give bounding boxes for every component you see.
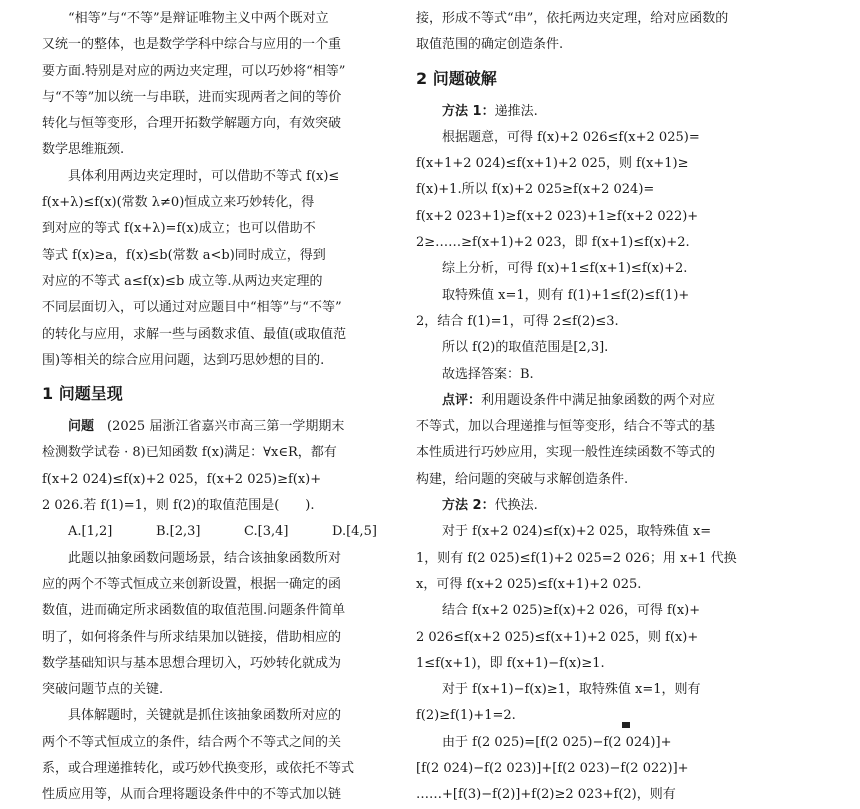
text-line: 数学思维瓶颈. (42, 142, 125, 158)
method-label: 方法 2： (442, 498, 495, 514)
text-line: 由于 f(2 025)=[f(2 025)−f(2 024)]+ (442, 734, 672, 750)
method-heading (416, 99, 818, 125)
text-line: 不同层面切入，可以通过对应题目中“相等”与“不等” (42, 300, 342, 316)
text-line: 转化与恒等变形，合理开拓数学解题方向，有效突破 (42, 116, 342, 132)
text-line: 对于 f(x+2 024)≤f(x)+2 025，取特殊值 x= (442, 524, 712, 540)
page-mark (622, 722, 630, 728)
text-line: 突破问题节点的关键. (42, 682, 164, 698)
text-line: 具体利用两边夹定理时，可以借助不等式 f(x)≤ (68, 168, 340, 184)
problem-statement (42, 414, 412, 440)
text-line: f(x+1+2 024)≤f(x+1)+2 025，则 f(x+1)≥ (416, 156, 689, 172)
text-line: f(2)≥f(1)+1=2. (416, 708, 516, 724)
text-line: 检测数学试卷 · 8)已知函数 f(x)满足：∀x∈R，都有 (42, 445, 337, 461)
answer-options (42, 519, 412, 545)
text-line: 结合 f(x+2 025)≥f(x)+2 026，可得 f(x)+ (442, 603, 701, 619)
text-line: 取特殊值 x=1，则有 f(1)+1≤f(2)≤f(1)+ (442, 287, 690, 303)
comment (416, 388, 818, 414)
text-line: 等式 f(x)≥a，f(x)≤b(常数 a<b)同时成立，得到 (42, 247, 326, 263)
text-line: 数值，进而确定所求函数值的取值范围.问题条件简单 (42, 603, 346, 619)
text-line: 1≤f(x+1)，即 f(x+1)−f(x)≥1. (416, 655, 605, 671)
section-heading: 1 问题呈现 (42, 384, 123, 404)
text-line: 又统一的整体，也是数学学科中综合与应用的一个重 (42, 37, 342, 53)
text-line: 所以 f(2)的取值范围是[2,3]. (442, 340, 609, 356)
text-line: 构建，给问题的突破与求解创造条件. (416, 471, 629, 487)
text-line: 1，则有 f(2 025)≤f(1)+2 025=2 026；用 x+1 代换 (416, 550, 737, 566)
text-line: 故选择答案：B. (442, 366, 534, 382)
text-line: f(x+2 023+1)≥f(x+2 023)+1≥f(x+2 022)+ (416, 208, 699, 224)
text-line: 性质应用等，从而合理将题设条件中的不等式加以链 (42, 787, 342, 803)
text-run: 利用题设条件中满足抽象函数的两个对应 (481, 392, 716, 408)
text-run: (2025 届浙江省嘉兴市高三第一学期期末 (107, 419, 345, 435)
text-line: 本性质进行巧妙应用，实现一般性连续函数不等式的 (416, 445, 716, 461)
left-column (42, 6, 412, 809)
text-line: 围)等相关的综合应用问题，达到巧思妙想的目的. (42, 352, 325, 368)
option: C.[3,4] (244, 524, 289, 540)
text-line: 根据题意，可得 f(x)+2 026≤f(x+2 025)= (442, 129, 700, 145)
text-line: x，可得 f(x+2 025)≤f(x+1)+2 025. (416, 576, 642, 592)
text-line: 取值范围的确定创造条件. (416, 37, 564, 53)
section-heading: 2 问题破解 (416, 68, 497, 88)
option: B.[2,3] (156, 524, 201, 540)
text-line: 到对应的等式 f(x+λ)=f(x)成立；也可以借助不 (42, 221, 316, 237)
text-line: 要方面.特别是对应的两边夹定理，可以巧妙将“相等” (42, 63, 346, 79)
text-line: 接，形成不等式“串”，依托两边夹定理，给对应函数的 (416, 11, 729, 26)
text-line: 两个不等式恒成立的条件，结合两个不等式之间的关 (42, 734, 342, 750)
text-line: 的转化与应用，求解一些与函数求值、最值(或取值范 (42, 326, 347, 342)
text-line: “相等”与“不等”是辩证唯物主义中两个既对立 (68, 11, 329, 26)
text-line: 明了，如何将条件与所求结果加以链接，借助相应的 (42, 629, 342, 645)
text-line: 综上分析，可得 f(x)+1≤f(x+1)≤f(x)+2. (442, 261, 688, 277)
option: D.[4,5] (332, 524, 377, 540)
text-line: f(x+2 024)≤f(x)+2 025，f(x+2 025)≥f(x)+ (42, 471, 322, 487)
text-line: 对应的不等式 a≤f(x)≤b 成立等.从两边夹定理的 (42, 273, 323, 289)
text-line: 具体解题时，关键就是抓住该抽象函数所对应的 (68, 708, 342, 724)
text-line: 2 026.若 f(1)=1，则 f(2)的取值范围是( ). (42, 498, 315, 514)
comment-label: 点评： (442, 392, 482, 408)
text-line: 对于 f(x+1)−f(x)≥1，取特殊值 x=1，则有 (442, 682, 701, 698)
text-line: 与“不等”加以统一与串联，进而实现两者之间的等价 (42, 89, 342, 105)
text-line: 2，结合 f(1)=1，可得 2≤f(2)≤3. (416, 313, 619, 329)
method-title: 代换法. (494, 498, 538, 514)
text-line: f(x+λ)≤f(x)(常数 λ≠0)恒成立来巧妙转化，得 (42, 195, 315, 211)
method-heading (416, 493, 818, 519)
option: A.[1,2] (68, 524, 113, 540)
method-title: 递推法. (494, 103, 538, 119)
text-line: [f(2 024)−f(2 023)]+[f(2 023)−f(2 022)]+ (416, 761, 689, 777)
text-line: 此题以抽象函数问题场景，结合该抽象函数所对 (68, 550, 342, 566)
text-line: f(x)+1.所以 f(x)+2 025≥f(x+2 024)= (416, 182, 655, 198)
text-line: 2≥……≥f(x+1)+2 023，即 f(x+1)≤f(x)+2. (416, 235, 690, 251)
text-line: 不等式，加以合理递推与恒等变形，结合不等式的基 (416, 419, 716, 435)
text-line: 2 026≤f(x+2 025)≤f(x+1)+2 025，则 f(x)+ (416, 629, 699, 645)
text-line: 应的两个不等式恒成立来创新设置，根据一确定的函 (42, 576, 342, 592)
method-label: 方法 1： (442, 103, 495, 119)
problem-label: 问题 (68, 419, 95, 435)
text-line: 数学基础知识与基本思想合理切入，巧妙转化就成为 (42, 655, 342, 671)
text-line: ……+[f(3)−f(2)]+f(2)≥2 023+f(2)，则有 (416, 787, 676, 803)
right-column (416, 6, 818, 809)
text-line: 系，或合理递推转化，或巧妙代换变形，或依托不等式 (42, 761, 355, 777)
